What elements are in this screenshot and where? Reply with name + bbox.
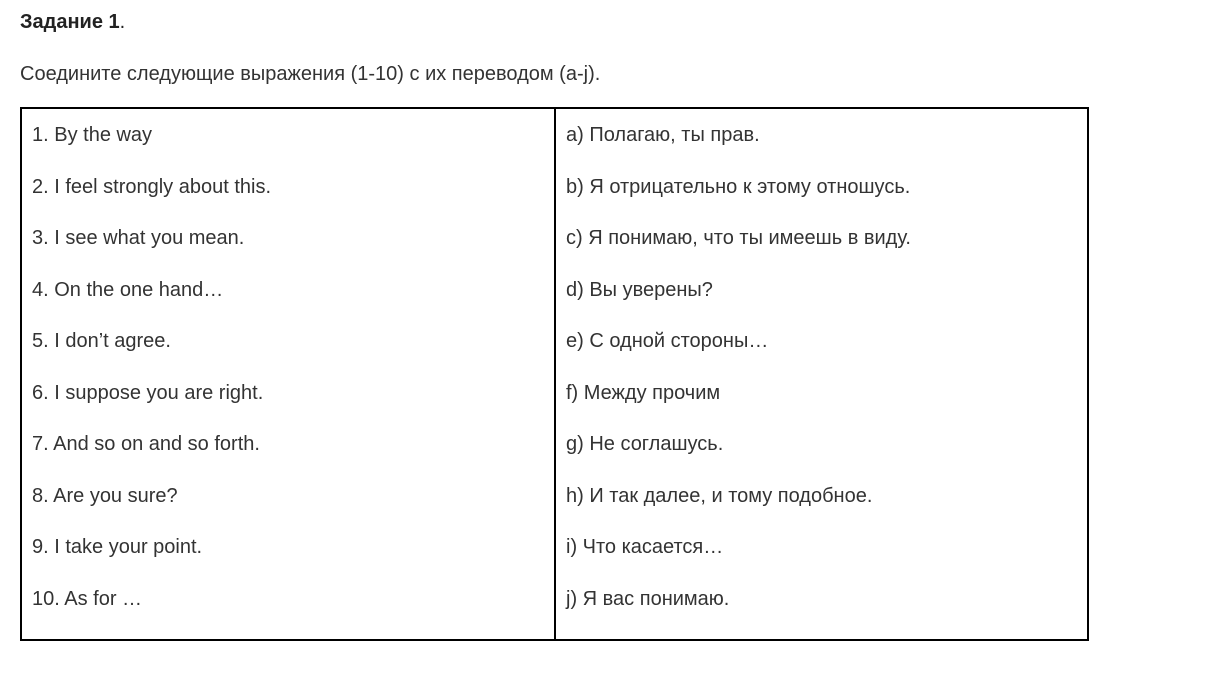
phrase-8: 8. Are you sure? [32,484,178,507]
translation-a: a) Полагаю, ты прав. [566,124,760,146]
task-instruction: Соедините следующие выражения (1-10) с их переводом (a-j). [20,63,601,85]
task-title-bold: Задание 1 [20,11,120,33]
translation-i: i) Что касается… [566,536,724,558]
phrase-3: 3. I see what you mean. [32,227,245,249]
phrase-9: 9. I take your point. [32,536,203,558]
translation-e: e) С одной стороны… [566,330,769,352]
translations-column [556,109,1087,639]
task-title-suffix: . [119,11,126,33]
translation-b: b) Я отрицательно к этому отношусь. [566,175,911,198]
phrase-10: 10. As for … [32,587,143,610]
phrase-6: 6. I suppose you are right. [32,381,264,404]
task-title [20,10,125,34]
phrase-5: 5. I don’t agree. [32,330,171,352]
translation-f: f) Между прочим [566,381,721,404]
matching-table [20,107,1089,641]
translation-c: c) Я понимаю, что ты имеешь в виду. [566,227,911,249]
phrases-column [22,109,556,639]
phrase-2: 2. I feel strongly about this. [32,175,272,198]
translation-j: j) Я вас понимаю. [566,587,730,610]
phrase-4: 4. On the one hand… [32,278,224,301]
translation-d: d) Вы уверены? [566,278,713,301]
translation-h: h) И так далее, и тому подобное. [566,484,873,507]
translation-g: g) Не соглашусь. [566,433,724,455]
phrase-1: 1. By the way [32,124,153,146]
phrase-7: 7. And so on and so forth. [32,433,260,455]
